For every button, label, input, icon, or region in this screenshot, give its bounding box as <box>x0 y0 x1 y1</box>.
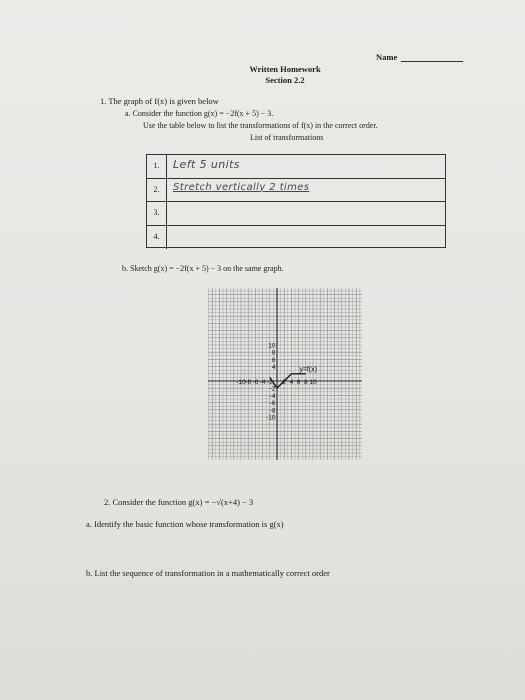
y-tick-label: 4 <box>271 364 276 372</box>
name-blank-line <box>401 61 463 62</box>
x-tick-label: -8 <box>245 379 252 386</box>
y-tick-label: -10 <box>266 414 276 422</box>
x-tick-label: -10 <box>236 379 246 386</box>
table-row <box>147 202 445 226</box>
transformations-table <box>146 154 446 248</box>
section-label: Section 2.2 <box>265 75 305 85</box>
handwritten-answer: Stretch vertically 2 times <box>173 181 310 193</box>
y-tick-label: 8 <box>271 349 276 357</box>
question-1a-prompt: a. Consider the function g(x) = −2f(x + 5) − 3. <box>125 109 274 118</box>
row-number: 2. <box>147 179 167 202</box>
y-tick-label: 6 <box>271 356 276 364</box>
name-label: Name <box>376 52 398 62</box>
table-row <box>147 226 445 250</box>
table-row <box>147 179 445 203</box>
x-tick-label: -2 <box>266 379 273 386</box>
x-tick-label: 8 <box>303 379 308 386</box>
y-tick-label: -4 <box>269 392 276 400</box>
question-1b-prompt: b. Sketch g(x) = −2f(x + 5) − 3 on the same graph. <box>122 264 284 273</box>
table-row <box>147 155 445 179</box>
x-tick-label: -6 <box>252 379 259 386</box>
curve-label: y=f(x) <box>299 366 318 374</box>
y-tick-label: -8 <box>269 407 276 415</box>
y-tick-label: -2 <box>269 385 276 393</box>
question-2b-prompt: b. List the sequence of transformation in a mathematically correct order <box>86 568 330 578</box>
x-tick-label: 2 <box>282 379 287 386</box>
y-tick-label: 10 <box>268 342 276 350</box>
question-1-prompt: 1. The graph of f(x) is given below <box>100 96 219 106</box>
grid-lines <box>208 288 362 460</box>
row-number: 1. <box>147 155 167 178</box>
question-2-prompt: 2. Consider the function g(x) = −√(x+4) − 3 <box>104 497 254 507</box>
row-number: 4. <box>147 226 167 250</box>
x-tick-label: 6 <box>296 379 301 386</box>
question-1a-instruction: Use the table below to list the transformations of f(x) in the correct order. <box>143 121 378 130</box>
page-title: Written Homework <box>249 64 321 74</box>
handwritten-answer: Left 5 units <box>173 158 240 171</box>
x-tick-label: -4 <box>259 379 266 386</box>
coordinate-grid <box>202 286 377 466</box>
row-number: 3. <box>147 202 167 225</box>
question-2a-prompt: a. Identify the basic function whose transformation is g(x) <box>86 519 284 529</box>
y-tick-label: -6 <box>269 400 276 408</box>
x-tick-label: 10 <box>309 379 317 386</box>
x-tick-label: 4 <box>289 379 294 386</box>
transformations-table-title: List of transformations <box>250 133 324 142</box>
